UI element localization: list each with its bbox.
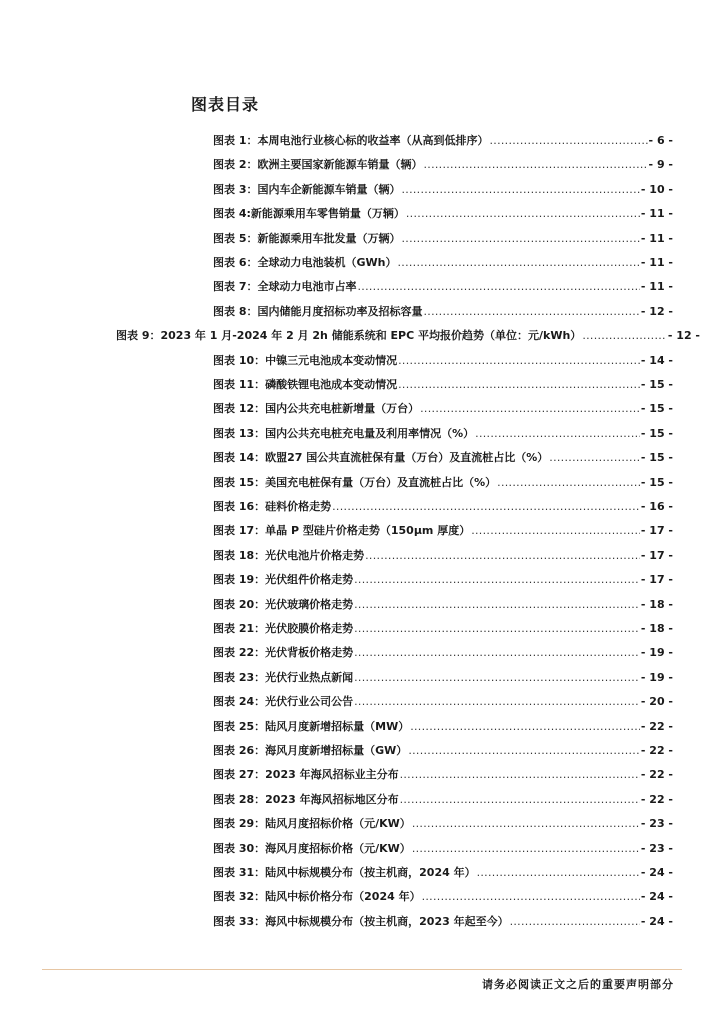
toc-entry-page: - 16 - [640,500,673,513]
toc-entry-page: - 15 - [640,475,673,489]
toc-entry[interactable] [213,445,673,465]
toc-leader-dots [423,305,639,319]
toc-entry-label: 图表 10：中镍三元电池成本变动情况 [213,353,398,367]
toc-entry-page: - 17 - [640,524,673,538]
toc-entry-label: 图表 2：欧洲主要国家新能源车销量（辆） [213,158,423,172]
toc-entry-page: - 24 - [640,890,673,904]
toc-entry[interactable] [213,250,673,270]
toc-entry-label: 图表 11：磷酸铁锂电池成本变动情况 [213,378,398,391]
toc-entry-page: - 15 - [640,378,673,391]
toc-entry-page: - 15 - [640,426,673,440]
toc-entry-label: 图表 5：新能源乘用车批发量（万辆） [213,231,401,245]
toc-entry-label: 图表 13：国内公共充电桩充电量及利用率情况（%） [213,426,475,440]
toc-entry[interactable] [213,787,673,807]
toc-entry-page: - 12 - [667,329,700,343]
toc-entry-label: 图表 32：陆风中标价格分布（2024 年） [213,890,421,904]
toc-entry-page: - 23 - [640,841,673,855]
toc-leader-dots [412,817,640,831]
toc-leader-dots [365,549,640,563]
footer-divider [42,969,682,970]
toc-entry-page: - 11 - [640,280,673,294]
toc-entry-page: - 14 - [640,353,673,367]
toc-leader-dots [354,573,640,587]
toc-entry-page: - 9 - [648,158,673,172]
toc-leader-dots [408,744,640,758]
toc-entry[interactable] [213,640,673,660]
toc-entry[interactable] [213,567,673,587]
toc-entry-label: 图表 8：国内储能月度招标功率及招标容量 [213,304,423,318]
toc-leader-dots [398,354,640,368]
toc-entry[interactable] [213,689,673,709]
toc-entry[interactable] [213,348,673,368]
toc-entry-label: 图表 18：光伏电池片价格走势 [213,548,365,562]
toc-entry[interactable] [213,543,673,563]
toc-leader-dots [406,207,640,221]
toc-entry-page: - 22 - [640,744,673,757]
toc-entry-label: 图表 7：全球动力电池市占率 [213,280,357,294]
toc-entry[interactable] [213,860,673,880]
toc-entry-page: - 6 - [648,134,673,147]
toc-entry-page: - 24 - [640,866,673,879]
toc-entry-page: - 18 - [640,597,673,611]
toc-entry[interactable] [213,421,673,441]
toc-entry-label: 图表 3：国内车企新能源车销量（辆） [213,182,401,196]
toc-entry-page: - 15 - [640,402,673,416]
toc-leader-dots [398,378,640,392]
toc-leader-dots [477,866,640,880]
toc-entry[interactable] [213,274,673,294]
toc-entry-label: 图表 15：美国充电桩保有量（万台）及直流桩占比（%） [213,475,497,489]
toc-entry-label: 图表 12：国内公共充电桩新增量（万台） [213,402,420,416]
toc-leader-dots [401,232,639,246]
toc-entry-label: 图表 24：光伏行业公司公告 [213,695,354,709]
toc-entry-label: 图表 6：全球动力电池装机（GWh） [213,256,397,269]
toc-entry-label: 图表 1：本周电池行业核心标的收益率（从高到低排序） [213,134,489,147]
toc-entry-label: 图表 9：2023 年 1 月-2024 年 2 月 2h 储能系统和 EPC 平均报价趋势（单位：元/kWh） [116,329,582,343]
toc-entry-label: 图表 33：海风中标规模分布（按主机商，2023 年起至今） [213,914,509,928]
toc-entry[interactable] [213,128,673,148]
toc-entry-label: 图表 14：欧盟27 国公共直流桩保有量（万台）及直流桩占比（%） [213,451,549,465]
toc-entry-page: - 10 - [640,182,673,196]
toc-entry[interactable] [213,372,673,392]
footer-disclaimer: 请务必阅读正文之后的重要声明部分 [482,978,674,991]
toc-entry[interactable] [116,323,700,343]
toc-leader-dots [357,280,639,294]
toc-entry[interactable] [213,909,673,929]
toc-entry-page: - 22 - [640,768,673,782]
toc-leader-dots [397,256,639,270]
toc-leader-dots [412,842,640,856]
toc-entry[interactable] [213,396,673,416]
toc-entry[interactable] [213,665,673,685]
toc-entry-page: - 19 - [640,646,673,660]
toc-entry[interactable] [213,811,673,831]
toc-entry-page: - 22 - [640,792,673,806]
toc-entry-label: 图表 29：陆风月度招标价格（元/KW） [213,817,411,831]
toc-leader-dots [332,500,640,514]
toc-entry-page: - 17 - [640,548,673,562]
toc-entry[interactable] [213,884,673,904]
toc-entry-page: - 15 - [640,451,673,465]
toc-entry[interactable] [213,177,673,197]
toc-leader-dots [582,329,667,343]
toc-entry-page: - 11 - [640,256,673,269]
toc-entry-label: 图表 19：光伏组件价格走势 [213,573,354,587]
toc-entry-page: - 12 - [640,304,673,318]
toc-entry-label: 图表 16：硅料价格走势 [213,500,332,513]
toc-entry-page: - 18 - [640,622,673,635]
toc-entry[interactable] [213,470,673,490]
toc-entry-label: 图表 25：陆风月度新增招标量（MW） [213,719,410,733]
toc-entry-label: 图表 23：光伏行业热点新闻 [213,670,354,684]
toc-leader-dots [422,890,640,904]
toc-leader-dots [423,158,647,172]
toc-entry-label: 图表 4:新能源乘用车零售销量（万辆） [213,207,405,221]
toc-entry-page: - 23 - [640,817,673,831]
toc-leader-dots [354,598,640,612]
toc-title: 图表目录 [191,95,260,114]
toc-entry[interactable] [213,762,673,782]
toc-leader-dots [354,671,640,685]
toc-leader-dots [510,915,640,929]
toc-entry[interactable] [213,714,673,734]
toc-entry[interactable] [213,592,673,612]
toc-entry-label: 图表 27：2023 年海风招标业主分布 [213,768,399,782]
toc-entry-label: 图表 30：海风月度招标价格（元/KW） [213,841,411,855]
toc-entry-label: 图表 28：2023 年海风招标地区分布 [213,792,399,806]
toc-leader-dots [354,622,640,636]
toc-leader-dots [354,646,640,660]
toc-entry-page: - 17 - [640,573,673,587]
toc-entry-label: 图表 20：光伏玻璃价格走势 [213,597,354,611]
toc-entry[interactable] [213,616,673,636]
toc-leader-dots [420,402,640,416]
toc-entry-page: - 11 - [640,207,673,221]
toc-entry-page: - 20 - [640,695,673,709]
toc-leader-dots [471,524,640,538]
toc-entry[interactable] [213,518,673,538]
toc-leader-dots [497,476,640,490]
toc-entry-page: - 24 - [640,914,673,928]
toc-leader-dots [401,183,639,197]
toc-entry-label: 图表 22：光伏背板价格走势 [213,646,354,660]
toc-entry[interactable] [213,226,673,246]
toc-entry-label: 图表 31：陆风中标规模分布（按主机商，2024 年） [213,866,476,879]
toc-leader-dots [400,793,640,807]
toc-entry-page: - 19 - [640,670,673,684]
toc-entry[interactable] [213,152,673,172]
toc-entry[interactable] [213,299,673,319]
toc-entry[interactable] [213,494,673,514]
toc-leader-dots [410,720,640,734]
toc-leader-dots [400,768,640,782]
toc-entry-label: 图表 26：海风月度新增招标量（GW） [213,744,408,757]
toc-entry[interactable] [213,201,673,221]
toc-entry-page: - 11 - [640,231,673,245]
toc-entry-label: 图表 21：光伏胶膜价格走势 [213,622,354,635]
toc-entry-label: 图表 17：单晶 P 型硅片价格走势（150μm 厚度） [213,524,471,538]
toc-leader-dots [354,695,640,709]
toc-leader-dots [549,451,640,465]
toc-entry[interactable] [213,738,673,758]
toc-leader-dots [475,427,640,441]
toc-entry-page: - 22 - [640,719,673,733]
toc-leader-dots [489,134,647,148]
toc-entry[interactable] [213,836,673,856]
